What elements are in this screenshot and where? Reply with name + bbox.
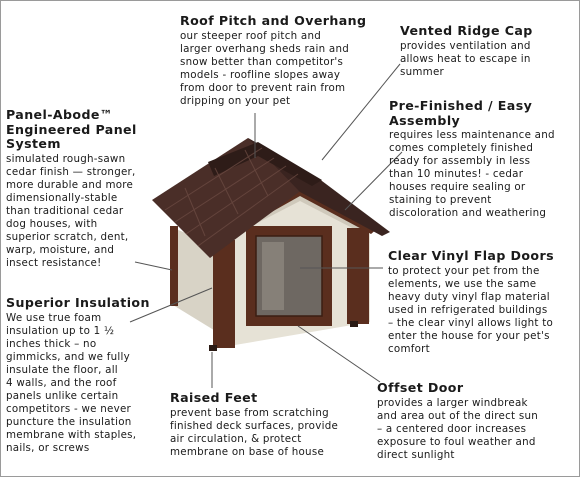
callout-body: provides a larger windbreak and area out of the direct sun – a centered door increases exposure to foul weather and direct sunlight [377, 396, 539, 461]
callout-title: Vented Ridge Cap [400, 23, 533, 38]
callout-vented-ridge [400, 24, 576, 79]
callout-title: Roof Pitch and Overhang [180, 13, 367, 28]
callout-body: We use true foam insulation up to 1 ½ inches thick – no gimmicks, and we fully insulate the floor, all 4 walls, and the roof panels unlike certain competitors - we never puncture the insulation membrane with staples, nails, or screws [6, 311, 137, 454]
front-left-trim [213, 240, 235, 348]
callout-title: Superior Insulation [6, 295, 150, 310]
vinyl-flap-highlight [262, 242, 284, 310]
callout-title: Pre-Finished / Easy Assembly [389, 98, 533, 128]
callout-title: Panel-Abode™ Engineered Panel System [6, 107, 137, 151]
foot-right [350, 321, 358, 327]
callout-title: Offset Door [377, 380, 464, 395]
left-wall-corner-trim [170, 226, 178, 306]
callout-raised-feet [170, 391, 370, 459]
callout-body: prevent base from scratching finished deck surfaces, provide air circulation, & protect membrane on base of house [170, 406, 339, 458]
callout-title: Raised Feet [170, 390, 258, 405]
callout-pre-finished [389, 99, 579, 220]
callout-insulation [6, 296, 166, 455]
callout-vinyl-flap [388, 249, 578, 356]
front-right-trim [347, 228, 369, 324]
callout-roof-pitch [180, 14, 380, 108]
callout-panel-abode [6, 108, 166, 270]
callout-title: Clear Vinyl Flap Doors [388, 248, 554, 263]
callout-body: to protect your pet from the elements, we use the same heavy duty vinyl flap material used in refrigerated buildings – the clear vinyl allows light to enter the house for your pet's comfort [388, 264, 554, 355]
callout-offset-door [377, 381, 577, 462]
callout-body: simulated rough-sawn cedar finish — stronger, more durable and more dimensionally-stable than traditional cedar dog houses, with superior scratch, dent, warp, moisture, and insect resistance! [6, 152, 136, 269]
callout-body: our steeper roof pitch and larger overhang sheds rain and snow better than competitor's models - roofline slopes away from door to prevent rain from dripping on your pet [180, 29, 350, 107]
callout-body: provides ventilation and allows heat to escape in summer [400, 39, 531, 78]
leader-offset-door [298, 326, 380, 382]
callout-body: requires less maintenance and comes completely finished ready for assembly in less than 10 minutes! - cedar houses require sealing or staining to prevent discoloration and weathering [389, 129, 555, 219]
foot-left [209, 345, 217, 351]
